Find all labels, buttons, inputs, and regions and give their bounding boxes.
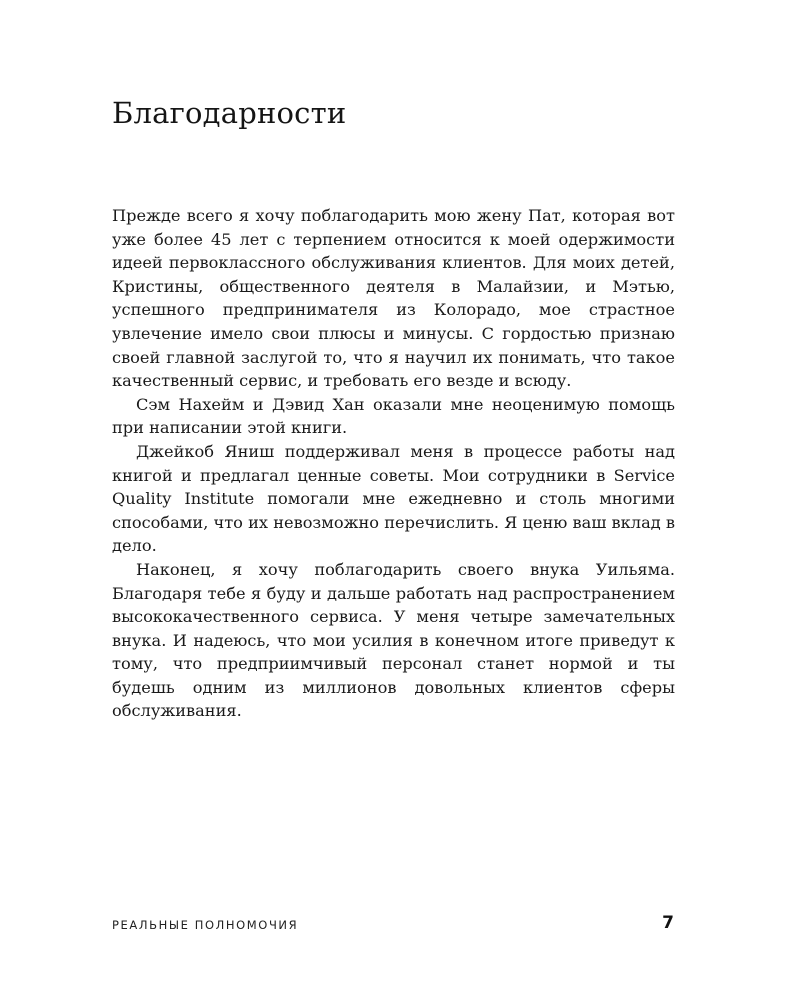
paragraph-3: Джейкоб Яниш поддерживал меня в процессе работы над книгой и предлагал ценные советы. Мои сотрудники в Service Quality Institute помогали мне ежедневно и столь многими способами, что их невозможно перечислить. Я ценю ваш вклад в дело.: [112, 441, 675, 556]
page-number: 7: [662, 913, 674, 933]
page-title: Благодарности: [112, 96, 347, 130]
paragraph-1: Прежде всего я хочу поблагодарить мою жену Пат, которая вот уже более 45 лет с терпением относится к моей одержимости идеей первоклассного обслуживания клиентов. Для моих детей, Кристины, общественного деятеля в Малайзии, и Мэтью, успешного предпринимателя из Колорадо, мое страстное увлечение имело свои плюсы и минусы. С гордостью признаю своей главной заслугой то, что я научил их понимать, что такое качественный сервис, и требовать его везде и всюду.: [112, 206, 675, 391]
paragraph-2: Сэм Нахейм и Дэвид Хан оказали мне неоценимую помощь при написании этой книги.: [112, 394, 675, 438]
acknowledgements-text: [112, 204, 675, 723]
running-title: РЕАЛЬНЫЕ ПОЛНОМОЧИЯ: [112, 918, 299, 932]
paragraph-4: Наконец, я хочу поблагодарить своего внука Уильяма. Благодаря тебе я буду и дальше работать над распространением высококачественного сервиса. У меня четыре замечательных внука. И надеюсь, что мои усилия в конечном итоге приведут к тому, что предприимчивый персонал станет нормой и ты будешь одним из миллионов довольных клиентов сферы обслуживания.: [112, 559, 675, 721]
